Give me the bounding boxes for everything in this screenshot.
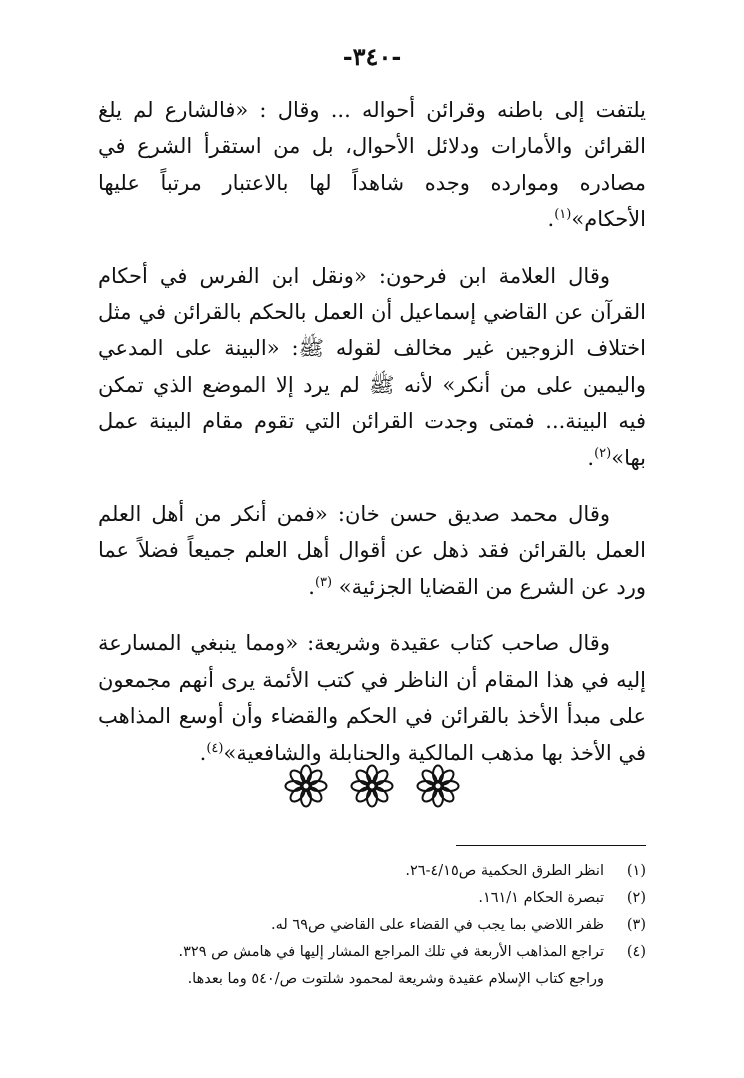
footnote-4	[86, 939, 646, 966]
footnote-text: تبصرة الحكام ١٦١/١.	[478, 890, 604, 906]
paragraph-3: وقال محمد صديق حسن خان: «فمن أنكر من أهل العلم العمل بالقرائن فقد ذهل عن أقوال أهل العلم جميعاً فضلاً عما ورد عن الشرع من القضايا الجزئية» $^{(٣)}$.	[98, 502, 646, 599]
footnote-3	[86, 912, 646, 939]
footnote-ref-3: (٣)	[314, 574, 333, 590]
footnote-ref-4: (٤)	[206, 740, 224, 756]
footnote-ref-1: (١)	[554, 207, 572, 223]
footnote-text: تراجع المذاهب الأربعة في تلك المراجع المشار إليها في هامش ص ٣٢٩.	[178, 944, 604, 960]
paragraph-2: وقال العلامة ابن فرحون: «ونقل ابن الفرس في أحكام القرآن عن القاضي إسماعيل أن العمل بالحكم بالقرائن في مثل اختلاف الزوجين غير مخالف لقوله ﷺ: «البينة على المدعي واليمين على من أنكر» لأنه ﷺ لم يرد إلا الموضع الذي تمكن فيه البينة... فمتى وجدت القرائن التي تقوم مقام البينة عمل بها»$^{(٢)}$.	[98, 263, 646, 470]
footnote-text: ظفر اللاضي بما يجب في القضاء على القاضي ص٦٩ له.	[271, 917, 604, 933]
paragraph-text: وقال صاحب كتاب عقيدة وشريعة: «ومما ينبغي المسارعة إليه في هذا المقام أن الناظر في كتب الأئمة يرى أنهم مجمعون على مبدأ الأخذ بالقرائن في الحكم والقضاء وأن أوسع المذاهب في الأخذ بها مذهب المالكية والحنابلة والشافعية»	[98, 631, 646, 765]
page-number: -٣٤٠-	[342, 42, 402, 71]
footnote-2	[86, 885, 646, 912]
footnote-text: انظر الطرق الحكمية ص٤/١٥-٢٦.	[405, 863, 604, 879]
footnote-number: (١)	[626, 863, 646, 879]
paragraph-text: وقال محمد صديق حسن خان: «فمن أنكر من أهل العلم العمل بالقرائن فقد ذهل عن أقوال أهل العلم جميعاً فضلاً عما ورد عن الشرع من القضايا الجزئية»	[98, 502, 646, 599]
footnote-4-continuation: وراجع كتاب الإسلام عقيدة وشريعة لمحمود شلتوت ص/٥٤٠ وما بعدها.	[187, 971, 604, 987]
footnote-number: (٣)	[626, 917, 646, 933]
main-text	[98, 92, 646, 791]
flower-ornament-icon	[416, 764, 460, 808]
footnote-ref-2: (٢)	[594, 445, 612, 461]
flower-ornament-icon	[350, 764, 394, 808]
paragraph-text: يلتفت إلى باطنه وقرائن أحواله ... وقال : «فالشارع لم يلغ القرائن والأمارات ودلائل الأحوال، بل من استقرأ الشرع في مصادره وموارده وجده شاهداً لها بالاعتبار مرتباً عليها الأحكام»	[98, 98, 646, 232]
footnote-1	[86, 858, 646, 885]
footnotes	[86, 858, 646, 993]
paragraph-1: يلتفت إلى باطنه وقرائن أحواله ... وقال : «فالشارع لم يلغ القرائن والأمارات ودلائل الأحوال، بل من استقرأ الشرع في مصادره وموارده وجده شاهداً لها بالاعتبار مرتباً عليها الأحكام»$^{(١)}$.	[98, 98, 646, 232]
footnote-divider	[456, 845, 646, 846]
footnote-number: (٤)	[626, 944, 646, 960]
paragraph-4: وقال صاحب كتاب عقيدة وشريعة: «ومما ينبغي المسارعة إليه في هذا المقام أن الناظر في كتب الأئمة يرى أنهم مجمعون على مبدأ الأخذ بالقرائن في الحكم والقضاء وأن أوسع المذاهب في الأخذ بها مذهب المالكية والحنابلة والشافعية»$^{(٤)}$.	[98, 631, 646, 765]
footnote-number: (٢)	[626, 890, 646, 906]
paragraph-text: وقال العلامة ابن فرحون: «ونقل ابن الفرس في أحكام القرآن عن القاضي إسماعيل أن العمل بالحكم بالقرائن في مثل اختلاف الزوجين غير مخالف لقوله ﷺ: «البينة على المدعي واليمين على من أنكر» لأنه ﷺ لم يرد إلا الموضع الذي تمكن فيه البينة... فمتى وجدت القرائن التي تقوم مقام البينة عمل بها»	[98, 263, 646, 470]
section-ornaments	[0, 764, 744, 808]
flower-ornament-icon	[284, 764, 328, 808]
